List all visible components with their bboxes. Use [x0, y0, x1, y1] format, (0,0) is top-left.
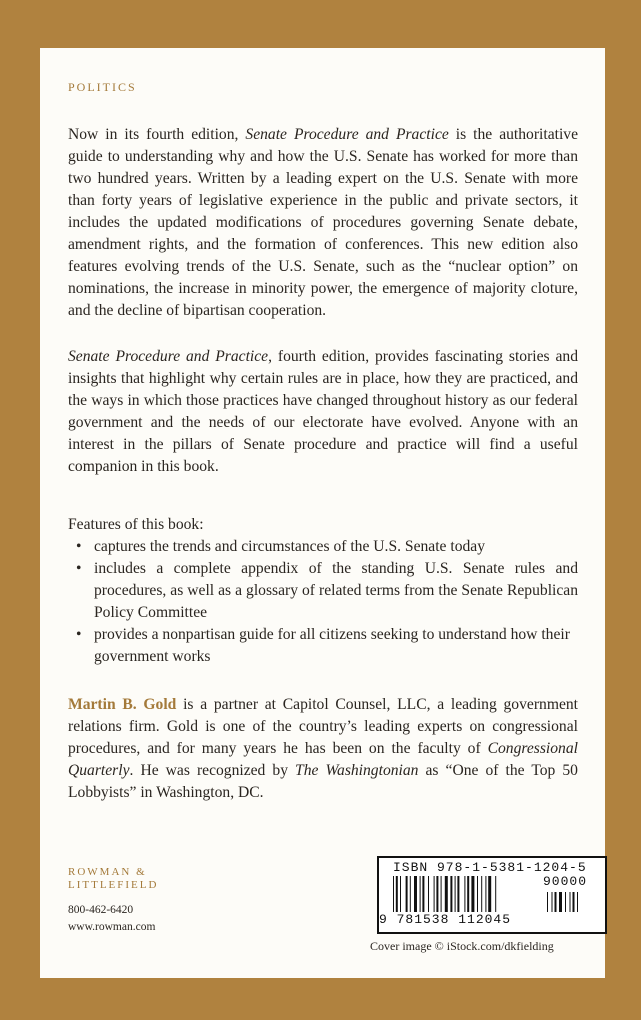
description-paragraph-2: [68, 346, 578, 478]
barcode-addon-bar: [555, 892, 557, 912]
barcode-bar: [434, 876, 435, 912]
feature-text: includes a complete appendix of the standing U.S. Senate rules and procedures, as well as a glossary of related terms from the Senate Republican Policy Committee: [94, 560, 578, 621]
feature-item: [68, 624, 578, 668]
features-list: [68, 536, 578, 668]
barcode-bar: [485, 876, 486, 912]
isbn-label: ISBN 978-1-5381-1204-5: [393, 860, 587, 875]
p1-book-title: Senate Procedure and Practice: [245, 126, 449, 143]
barcode-addon-bar: [570, 892, 571, 912]
publisher-line-2: LITTLEFIELD: [68, 879, 159, 891]
barcode-bar: [428, 876, 429, 912]
bullet-icon: •: [76, 626, 82, 643]
feature-item: [68, 536, 578, 558]
p2-rest: , fourth edition, provides fascinating stories and insights that highlight why certain rules are in place, how they are practiced, and the ways in which those practices have changed throughout history as our federal government and the needs of our electorate have evolved. Anyone with an interest in the pillars of Senate procedure and practice will find a useful companion in this book.: [68, 348, 578, 475]
barcode-bar: [420, 876, 421, 912]
ean-digits: 9 781538 112045: [379, 912, 512, 927]
barcode-bar: [455, 876, 456, 912]
barcode-bar: [410, 876, 411, 912]
p1-rest: is the authoritative guide to understanding why and how the U.S. Senate has worked for more than two hundred years. Written by a leading expert on the U.S. Senate with more than forty years of legislative experience in the public and private sectors, it includes the updated modifications of procedures governing Senate debate, amendment rights, and the formation of conferences. This new edition also features evolving trends of the U.S. Senate, such as the “nuclear option” on nominations, the increase in minority power, the emergence of majority cloture, and the decline of bipartisan cooperation.: [68, 126, 578, 319]
category-label: POLITICS: [68, 80, 137, 94]
publisher-website: www.rowman.com: [68, 921, 156, 933]
barcode-bar: [450, 876, 452, 912]
barcode-bar: [471, 876, 474, 912]
bio-text-3: as “One of the Top 50 Lobbyists” in Washington, DC.: [68, 762, 578, 801]
barcode-bar: [414, 876, 417, 912]
barcode-bar: [488, 876, 491, 912]
barcode-bar: [457, 876, 459, 912]
feature-text: captures the trends and circumstances of the U.S. Senate today: [94, 538, 486, 555]
barcode-bar: [422, 876, 424, 912]
publisher-phone: 800-462-6420: [68, 904, 134, 916]
barcode-box: [377, 856, 607, 934]
barcode-addon-bar: [552, 892, 553, 912]
bio-italic-1: Congressional Quarterly: [68, 740, 578, 779]
bullet-icon: •: [76, 538, 82, 555]
barcode-bar: [464, 876, 465, 912]
barcode-bar: [396, 876, 398, 912]
author-name: Martin B. Gold: [68, 696, 177, 713]
publisher-line-1: ROWMAN &: [68, 866, 147, 878]
barcode-bar: [400, 876, 401, 912]
bio-text-2: . He was recognized by: [129, 762, 296, 779]
barcode-addon-bar: [547, 892, 548, 912]
bio-text-1: is a partner at Capitol Counsel, LLC, a leading government relations firm. Gold is one of the country’s leading experts on congressional procedures, and for many years he has been on the faculty of: [68, 696, 578, 757]
barcode-addon-bar: [577, 892, 578, 912]
description-paragraph-1: [68, 124, 578, 322]
publisher-logo: [68, 866, 158, 892]
barcode-bar: [477, 876, 478, 912]
bullet-icon: •: [76, 560, 82, 577]
feature-text: provides a nonpartisan guide for all citizens seeking to understand how their government works: [94, 626, 570, 665]
features-heading: Features of this book:: [68, 516, 204, 533]
barcode-bar: [481, 876, 482, 912]
barcode-bar: [441, 876, 442, 912]
barcode-bar: [406, 876, 408, 912]
barcode-addon-bar: [573, 892, 575, 912]
p2-book-title: Senate Procedure and Practice: [68, 348, 269, 365]
cover-credit: Cover image © iStock.com/dkfielding: [370, 939, 554, 953]
addon-digits: 90000: [543, 874, 588, 889]
author-bio: [68, 694, 578, 804]
features-section: [68, 514, 578, 668]
feature-item: [68, 558, 578, 624]
p1-intro: Now in its fourth edition,: [68, 126, 246, 143]
barcode-bar: [467, 876, 469, 912]
barcode-addon-bar: [559, 892, 562, 912]
barcode-bar: [495, 876, 496, 912]
barcode-bar: [436, 876, 438, 912]
bio-italic-2: The Washingtonian: [295, 762, 419, 779]
barcode-bar: [393, 876, 394, 912]
barcode-bar: [445, 876, 448, 912]
barcode-addon-bar: [565, 892, 566, 912]
